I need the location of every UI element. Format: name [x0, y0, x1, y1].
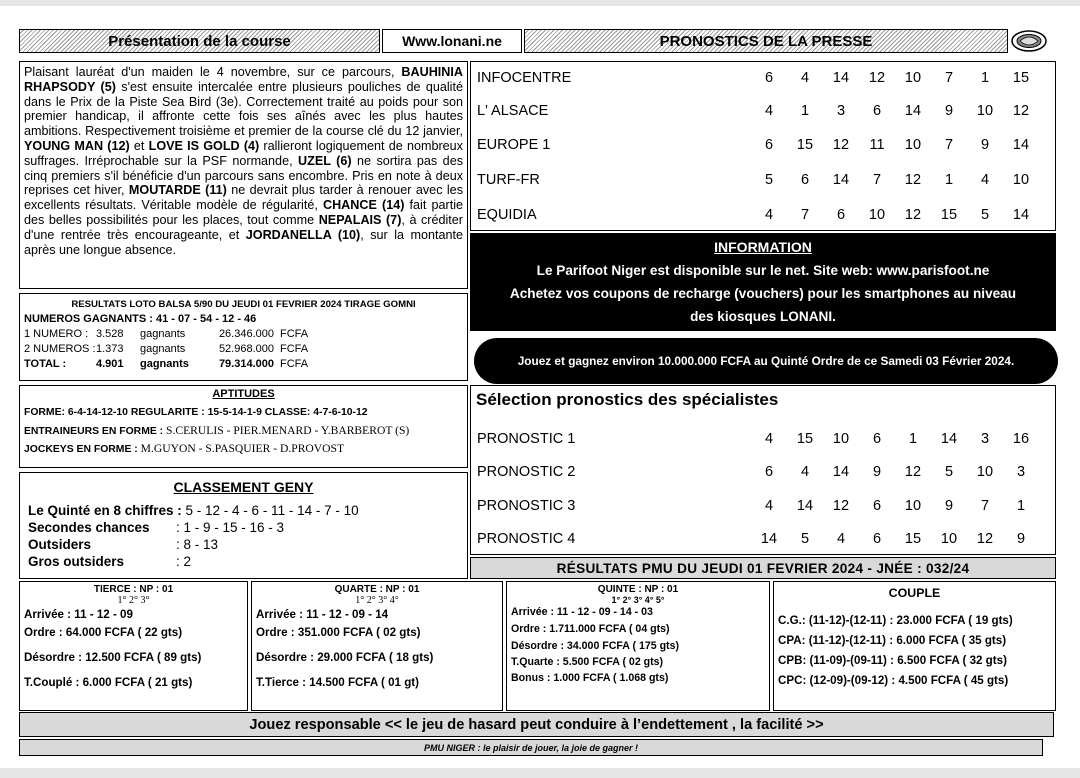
responsible-gaming-banner: Jouez responsable << le jeu de hasard peut conduire à l’endettement , la facilité >> — [19, 712, 1054, 737]
loto-title: RESULTATS LOTO BALSA 5/90 DU JEUDI 01 FEVRIER 2024 TIRAGE GOMNI — [71, 299, 416, 310]
tierce-arrival: Arrivée : 11 - 12 - 09 — [24, 608, 133, 621]
press-row: INFOCENTRE 6 4 14 12 10 7 1 15 — [477, 70, 1030, 86]
quarte-disorder: Désordre : 29.000 FCFA ( 18 gts) — [256, 651, 434, 664]
geny-title: CLASSEMENT GENY — [173, 479, 314, 495]
quinte-results — [506, 581, 770, 711]
quinte-order: Ordre : 1.711.000 FCFA ( 04 gts) — [511, 623, 670, 635]
pronostic-row: PRONOSTIC 3 4 14 12 6 10 9 7 1 — [477, 498, 1026, 514]
quinte-title: QUINTE : NP : 01 — [597, 584, 679, 595]
information-panel — [470, 233, 1056, 331]
pmu-slogan: PMU NIGER : le plaisir de jouer, la joie de gagner ! — [19, 739, 1043, 756]
geny-row: Secondes chances : 1 - 9 - 15 - 16 - 3 — [28, 520, 285, 535]
couple-results — [773, 581, 1056, 711]
quinte-tquarte: T.Quarte : 5.500 FCFA ( 02 gts) — [511, 656, 664, 668]
quinte-bonus: Bonus : 1.000 FCFA ( 1.068 gts) — [511, 672, 669, 684]
information-line: Achetez vos coupons de recharge (vouchers) pour les smartphones au niveau — [509, 286, 1017, 301]
website-link[interactable]: Www.lonani.ne — [382, 29, 522, 53]
press-row: EQUIDIA 4 7 6 10 12 15 5 14 — [477, 207, 1030, 223]
tierce-results — [19, 581, 248, 711]
lonani-logo-icon — [1010, 29, 1048, 53]
pmu-results-header: RÉSULTATS PMU DU JEUDI 01 FEVRIER 2024 - JNÉE : 032/24 — [470, 557, 1056, 579]
aptitudes-trainers: ENTRAINEURS EN FORME : S.CERULIS - PIER.MENARD - Y.BARBEROT (S) — [24, 424, 410, 437]
press-predictions-table — [470, 61, 1056, 231]
tierce-order: Ordre : 64.000 FCFA ( 22 gts) — [24, 626, 183, 639]
pronostic-row: PRONOSTIC 2 6 4 14 9 12 5 10 3 — [477, 464, 1026, 480]
geny-row: Outsiders : 8 - 13 — [28, 537, 219, 552]
loto-line: TOTAL : 4.901 gagnants 79.314.000 FCFA — [24, 358, 309, 370]
loto-winning-numbers: NUMEROS GAGNANTS : 41 - 07 - 54 - 12 - 46 — [24, 313, 257, 325]
selection-title: Sélection pronostics des spécialistes — [476, 390, 779, 409]
quarte-title: QUARTE : NP : 01 — [334, 584, 420, 595]
press-title: PRONOSTICS DE LA PRESSE — [659, 32, 873, 50]
aptitudes-jockeys: JOCKEYS EN FORME : M.GUYON - S.PASQUIER - D.PROVOST — [24, 442, 345, 455]
quinte-disorder: Désordre : 34.000 FCFA ( 175 gts) — [511, 640, 679, 652]
information-line: des kiosques LONANI. — [690, 309, 836, 324]
couple-cg: C.G.: (11-12)-(12-11) : 23.000 FCFA ( 19 gts) — [778, 614, 1013, 627]
loto-line: 2 NUMEROS : 1.373 gagnants 52.968.000 FCFA — [24, 343, 309, 355]
presentation-title: Présentation de la course — [108, 32, 291, 50]
loto-line: 1 NUMERO : 3.528 gagnants 26.346.000 FCFA — [24, 328, 309, 340]
aptitudes-forme: FORME: 6-4-14-12-10 REGULARITE : 15-5-14-1-9 CLASSE: 4-7-6-10-12 — [24, 407, 368, 418]
information-line: Le Parifoot Niger est disponible sur le net. Site web: www.parisfoot.ne — [536, 263, 990, 278]
geny-ranking — [19, 472, 468, 579]
loto-results — [19, 293, 468, 381]
quarte-order: Ordre : 351.000 FCFA ( 02 gts) — [256, 626, 421, 639]
geny-row: Le Quinté en 8 chiffres : 5 - 12 - 4 - 6 - 11 - 14 - 7 - 10 — [28, 503, 359, 518]
couple-cpa: CPA: (11-12)-(12-11) : 6.000 FCFA ( 35 gts) — [778, 634, 1007, 647]
top-band — [0, 0, 1080, 6]
couple-title: COUPLE — [888, 586, 941, 600]
pronostic-row: PRONOSTIC 4 14 5 4 6 15 10 12 9 — [477, 531, 1026, 547]
quarte-places: 1° 2° 3° 4° — [355, 595, 399, 606]
aptitudes-title: APTITUDES — [212, 388, 275, 400]
quinte-jackpot-banner: Jouez et gagnez environ 10.000.000 FCFA au Quinté Ordre de ce Samedi 03 Février 2024. — [474, 338, 1058, 384]
press-row: EUROPE 1 6 15 12 11 10 7 9 14 — [477, 137, 1030, 153]
aptitudes-panel — [19, 385, 468, 468]
information-title: INFORMATION — [714, 239, 812, 255]
quarte-results — [251, 581, 503, 711]
quinte-places: 1° 2° 3° 4° 5° — [611, 595, 665, 605]
geny-row: Gros outsiders : 2 — [28, 554, 192, 569]
tierce-places: 1° 2° 3° — [117, 595, 150, 606]
presentation-header — [19, 29, 380, 53]
quarte-ttierce: T.Tierce : 14.500 FCFA ( 01 gt) — [256, 676, 420, 689]
quinte-arrival: Arrivée : 11 - 12 - 09 - 14 - 03 — [511, 606, 653, 618]
press-row: L' ALSACE 4 1 3 6 14 9 10 12 — [477, 103, 1030, 119]
tierce-title: TIERCE : NP : 01 — [93, 584, 174, 595]
tierce-tcouple: T.Couplé : 6.000 FCFA ( 21 gts) — [24, 676, 193, 689]
quarte-arrival: Arrivée : 11 - 12 - 09 - 14 — [256, 608, 389, 621]
pronostic-row: PRONOSTIC 1 4 15 10 6 1 14 3 16 — [477, 431, 1030, 447]
couple-cpc: CPC: (12-09)-(09-12) : 4.500 FCFA ( 45 gts) — [778, 674, 1009, 687]
press-header — [524, 29, 1008, 53]
tierce-disorder: Désordre : 12.500 FCFA ( 89 gts) — [24, 651, 202, 664]
press-row: TURF-FR 5 6 14 7 12 1 4 10 — [477, 172, 1030, 188]
bottom-band — [0, 768, 1080, 778]
couple-cpb: CPB: (11-09)-(09-11) : 6.500 FCFA ( 32 gts) — [778, 654, 1007, 667]
race-presentation-text: Plaisant lauréat d'un maiden le 4 novembre, sur ce parcours, BAUHINIA RHAPSODY (5) s'est ensuite intercalée entre plusieurs pouliches de qualité dans le Prix de la Piste Sea Bird (3e). Correctement traité au poids pour son premier handicap, il affronte cette fois ses aînés avec les plus hautes ambitions. Respectivement troisième et premier de la course clé du 12 janvier, YOUNG MAN (12) et LOVE IS GOLD (4) rallieront logiquement de nombreux suffrages. Irréprochable sur la PSF normande, UZEL (6) ne sortira pas des cinq premiers s'il bénéficie d'un parcours sans encombre. Pris en note à deux reprises cet hiver, MOUTARDE (11) ne devrait plus tarder à renouer avec les excellents résultats. Véritable modèle de régularité, CHANCE (14) fait partie des belles possibilités pour les places, tout comme NEPALAIS (7), à créditer d'une rentrée très encourageante, et JORDANELLA (10), sur la montante après une longue absence. — [19, 61, 468, 289]
specialists-selection — [470, 385, 1056, 555]
